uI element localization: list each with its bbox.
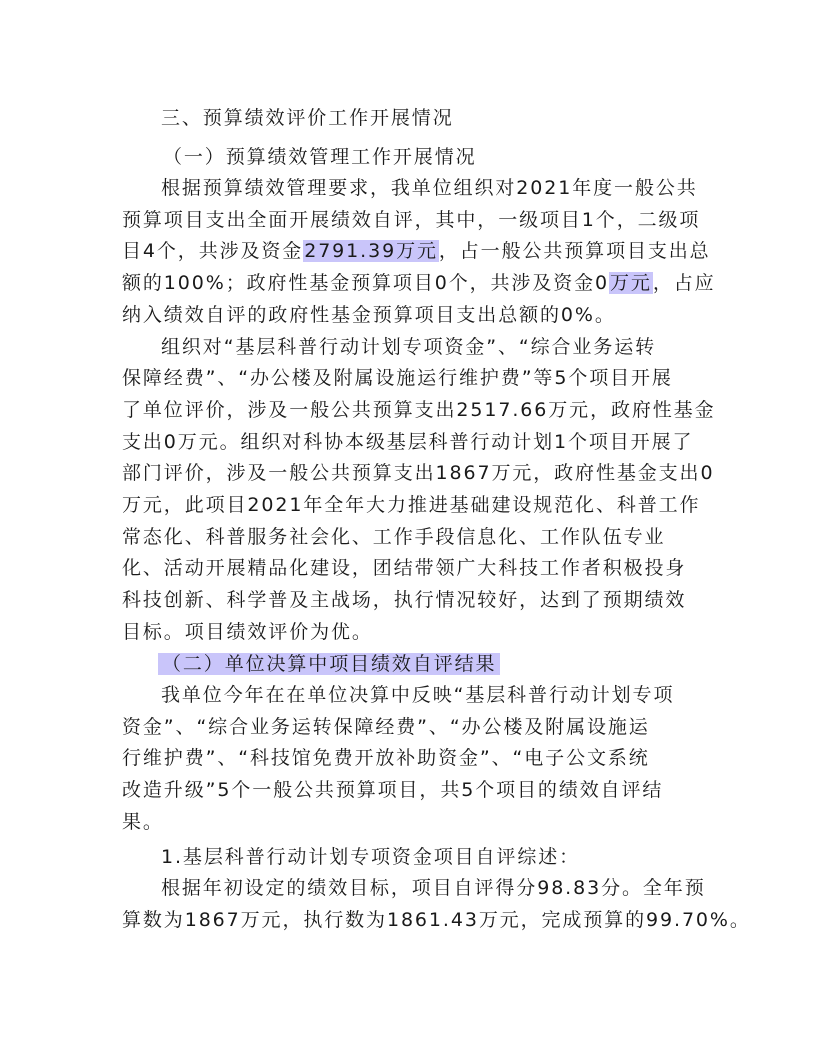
paragraph-1-line-3: [122, 236, 711, 266]
subsection-heading-1: （一）预算绩效管理工作开展情况: [163, 146, 477, 168]
paragraph-1-line-2: 预算项目支出全面开展绩效自评，其中，一级项目1个，二级项: [122, 209, 701, 231]
text-run: ，占一般公共预算项目支出总: [438, 240, 711, 262]
section-heading: 三、预算绩效评价工作开展情况: [161, 107, 454, 129]
paragraph-2-line-3: 了单位评价，涉及一般公共预算支出2517.66万元，政府性基金: [122, 399, 716, 421]
paragraph-3-line-5: 果。: [122, 811, 164, 833]
paragraph-2-line-2: 保障经费”、“办公楼及附属设施运行维护费”等5个项目开展: [122, 367, 673, 389]
paragraph-3-line-1: 我单位今年在在单位决算中反映“基层科普行动计划专项: [161, 684, 675, 706]
highlighted-unit: 万元: [610, 272, 652, 294]
paragraph-2-line-4: 支出0万元。组织对科协本级基层科普行动计划1个项目开展了: [122, 431, 694, 453]
paragraph-1-line-5: 纳入绩效自评的政府性基金预算项目支出总额的0%。: [122, 304, 616, 326]
highlighted-amount: 2791.39万元: [304, 240, 438, 262]
paragraph-2-line-7: 常态化、科普服务社会化、工作手段信息化、工作队伍专业: [122, 526, 666, 548]
paragraph-2-line-5: 部门评价，涉及一般公共预算支出1867万元，政府性基金支出0: [122, 462, 715, 484]
paragraph-1-line-1: 根据预算绩效管理要求，我单位组织对2021年度一般公共: [161, 177, 698, 199]
item-1-heading: 1.基层科普行动计划专项资金项目自评综述：: [161, 846, 581, 868]
text-run: 额的100%；政府性基金预算项目0个，共涉及资金0: [122, 272, 609, 294]
paragraph-2-line-1: 组织对“基层科普行动计划专项资金”、“综合业务运转: [161, 336, 657, 358]
paragraph-3-line-4: 改造升级”5个一般公共预算项目，共5个项目的绩效自评结: [122, 779, 664, 801]
highlighted-heading: （二）单位决算中项目绩效自评结果: [158, 653, 500, 675]
paragraph-1-line-4: [122, 268, 716, 298]
paragraph-2-line-6: 万元，此项目2021年全年大力推进基础建设规范化、科普工作: [122, 494, 701, 516]
text-run: 目4个，共涉及资金: [122, 240, 304, 262]
paragraph-4-line-2: 算数为1867万元，执行数为1861.43万元，完成预算的99.70%。: [122, 909, 751, 931]
paragraph-4-line-1: 根据年初设定的绩效目标，项目自评得分98.83分。全年预: [161, 877, 706, 899]
paragraph-3-line-3: 行维护费”、“科技馆免费开放补助资金”、“电子公文系统: [122, 747, 650, 769]
paragraph-3-line-2: 资金”、“综合业务运转保障经费”、“办公楼及附属设施运: [122, 716, 650, 738]
text-run: ，占应: [652, 272, 716, 294]
paragraph-2-line-8: 化、活动开展精品化建设，团结带领广大科技工作者积极投身: [122, 557, 687, 579]
paragraph-2-line-10: 目标。项目绩效评价为优。: [122, 621, 373, 643]
subsection-heading-2: [158, 649, 500, 679]
paragraph-2-line-9: 科技创新、科学普及主战场，执行情况较好，达到了预期绩效: [122, 589, 687, 611]
